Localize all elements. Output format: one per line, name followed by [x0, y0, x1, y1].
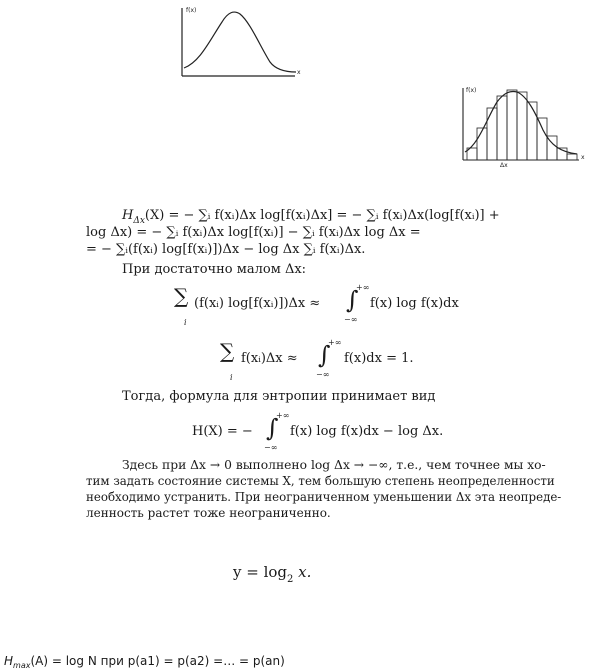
- then-text: Тогда, формула для энтропии принимает вид: [122, 389, 436, 404]
- log-formula-base: 2: [287, 574, 294, 585]
- entropy-h-sub: Δx: [133, 216, 145, 226]
- hx-lhs: H(X) = −: [192, 424, 253, 439]
- hx-rhs: f(x) log f(x)dx − log Δx.: [290, 424, 444, 439]
- histogram-bar: [567, 154, 577, 160]
- paragraph-line-3: необходимо устранить. При неограниченном уменьшении Δx эта неопреде-: [86, 490, 562, 504]
- histogram-bar: [527, 102, 537, 160]
- histogram-bar: [537, 118, 547, 160]
- curve-ylabel: f(x): [186, 7, 197, 14]
- log-formula: [233, 563, 311, 584]
- entropy-line-1-rest: (X) = − ∑ᵢ f(xᵢ)Δx log[f(xᵢ)Δx] = − ∑ᵢ f(xᵢ)Δx(log[f(xᵢ)] +: [144, 208, 500, 223]
- hist-xlabel: x: [581, 154, 585, 161]
- hmax-h: H: [4, 654, 14, 668]
- histogram-bar: [507, 90, 517, 160]
- approx1-upper: +∞: [356, 283, 370, 292]
- density-curve: [184, 12, 296, 72]
- approx2-sum-sub: i: [230, 373, 233, 382]
- hx-upper: +∞: [276, 411, 290, 420]
- hmax-sub: max: [13, 661, 31, 670]
- approx2-lower: −∞: [316, 370, 330, 379]
- entropy-line-1: [122, 208, 500, 225]
- hist-bin-label: Δx: [500, 162, 508, 169]
- histogram-figure: [455, 82, 591, 170]
- log-formula-x: x.: [298, 563, 312, 581]
- paragraph-line-4: ленность растет тоже неограниченно.: [86, 506, 331, 520]
- histogram-bar: [497, 96, 507, 160]
- approx1-body: (f(xᵢ) log[f(xᵢ)])Δx ≈: [194, 296, 321, 311]
- histogram-bar: [487, 108, 497, 160]
- approx2-rhs: f(x)dx = 1.: [344, 351, 414, 366]
- histogram-bar: [517, 92, 527, 160]
- hx-lower: −∞: [264, 443, 278, 452]
- approx1-rhs: f(x) log f(x)dx: [370, 296, 459, 311]
- approx1-sum-sub: i: [184, 318, 187, 327]
- small-dx-text: При достаточно малом Δx:: [122, 262, 307, 277]
- approx2-sum: ∑: [220, 339, 235, 363]
- density-curve-figure: [170, 0, 310, 82]
- approx2-integral: ∫: [318, 341, 331, 369]
- hist-curve: [465, 91, 577, 154]
- approx2-body: f(xᵢ)Δx ≈: [241, 351, 298, 366]
- entropy-line-3: = − ∑ᵢ(f(xᵢ) log[f(xᵢ)])Δx − log Δx ∑ᵢ f(xᵢ)Δx.: [86, 242, 366, 257]
- hist-ylabel: f(x): [466, 87, 477, 94]
- paragraph-line-2: тим задать состояние системы X, тем большую степень неопределенности: [86, 474, 555, 488]
- curve-xlabel: x: [297, 69, 301, 76]
- approx1-lower: −∞: [344, 315, 358, 324]
- hmax-rest: (A) = log N при p(a1) = p(a2) =… = p(an): [30, 654, 285, 668]
- log-formula-main: y = log: [233, 563, 288, 581]
- hmax-formula: [4, 654, 285, 670]
- approx1-integral: ∫: [346, 286, 359, 314]
- approx1-sum: ∑: [174, 284, 189, 308]
- paragraph-line-1: Здесь при Δx → 0 выполнено log Δx → −∞, т.е., чем точнее мы хо-: [122, 458, 546, 472]
- hx-integral: ∫: [266, 414, 279, 442]
- approx2-upper: +∞: [328, 338, 342, 347]
- entropy-h: H: [122, 208, 134, 223]
- histogram-bar: [477, 128, 487, 160]
- entropy-line-2: log Δx) = − ∑ᵢ f(xᵢ)Δx log[f(xᵢ)] − ∑ᵢ f(xᵢ)Δx log Δx =: [86, 225, 421, 240]
